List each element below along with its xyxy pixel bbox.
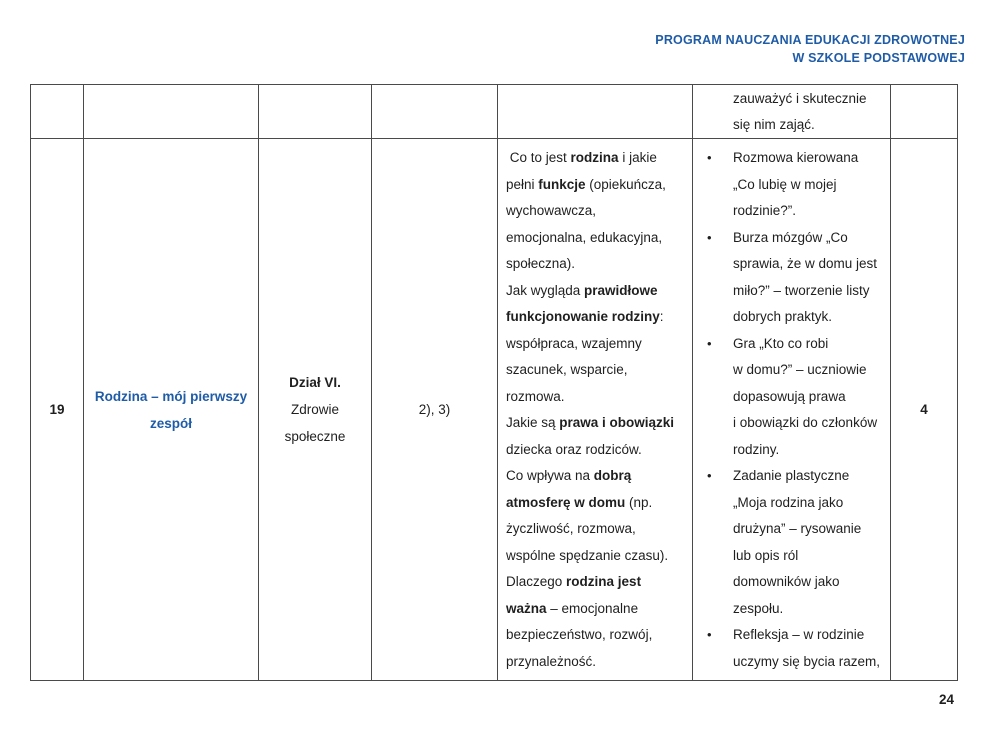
text-line: bezpieczeństwo, rozwój, xyxy=(506,627,653,642)
text-line: Zadanie plastyczne xyxy=(733,468,850,483)
content-cell xyxy=(498,139,693,681)
text-line: społeczna). xyxy=(506,256,576,271)
text-line: atmosferę w domu (np. xyxy=(506,494,653,510)
activities-list xyxy=(693,139,890,675)
text-line: i obowiązki do członków xyxy=(733,415,878,430)
header-line-1: PROGRAM NAUCZANIA EDUKACJI ZDROWOTNEJ xyxy=(655,33,965,47)
text-line: współpraca, wzajemny xyxy=(506,335,642,351)
empty-hours-cell xyxy=(891,85,958,139)
section-title: Dział VI. xyxy=(289,375,341,390)
text-line: w domu?” – uczniowie xyxy=(733,362,867,377)
bullet-text xyxy=(733,225,888,331)
empty-requirements-cell xyxy=(372,85,498,139)
text-line: Refleksja – w rodzinie xyxy=(733,627,865,642)
text-line: Rozmowa kierowana xyxy=(733,150,859,165)
bullet-text xyxy=(733,463,888,622)
text-line: życzliwość, rozmowa, xyxy=(506,521,636,536)
table-row-carryover xyxy=(31,85,958,139)
bullet-text xyxy=(733,622,888,675)
bullet-item xyxy=(693,331,888,464)
text-line: Gra „Kto co robi xyxy=(733,335,829,351)
text-line: Co wpływa na dobrą xyxy=(506,468,632,483)
text-line: się nim zająć. xyxy=(733,117,815,132)
text-line: wspólne spędzanie czasu). xyxy=(506,547,669,563)
requirements-cell: 2), 3) xyxy=(372,139,498,681)
empty-content-cell xyxy=(498,85,693,139)
text-line: przynależność. xyxy=(506,653,597,669)
lesson-number: 19 xyxy=(31,139,84,681)
empty-section-cell xyxy=(259,85,372,139)
text-line: rozmowa. xyxy=(506,388,565,404)
section-cell xyxy=(259,139,372,681)
text-line: pełni funkcje (opiekuńcza, xyxy=(506,176,666,192)
page-number: 24 xyxy=(938,692,954,707)
carryover-activity-cell xyxy=(693,85,891,139)
text-line: rodzinie?”. xyxy=(733,203,797,218)
table-row-lesson-19 xyxy=(31,139,958,681)
bullet-icon: • xyxy=(707,627,712,642)
bullet-item xyxy=(693,622,888,675)
text-line: dziecka oraz rodziców. xyxy=(506,441,642,457)
text-line: Dlaczego rodzina jest xyxy=(506,574,642,589)
lesson-topic: Rodzina – mój pierwszy zespół xyxy=(84,139,259,681)
text-line: uczymy się bycia razem, xyxy=(733,653,881,669)
text-line: „Co lubię w mojej xyxy=(733,176,837,192)
bullet-text xyxy=(733,331,888,464)
activities-cell xyxy=(693,139,891,681)
carryover-activity-text xyxy=(693,85,890,138)
text-line: wychowawcza, xyxy=(506,203,597,218)
header-line-2: W SZKOLE PODSTAWOWEJ xyxy=(792,51,965,65)
bullet-text xyxy=(733,145,888,225)
text-line: Burza mózgów „Co xyxy=(733,229,848,245)
section-subtitle: Zdrowie społeczne xyxy=(284,402,346,444)
text-line: rodziny. xyxy=(733,441,780,457)
bullet-item xyxy=(693,145,888,225)
text-line: drużyna” – rysowanie xyxy=(733,521,862,536)
hours-cell: 4 xyxy=(891,139,958,681)
text-line: sprawia, że w domu jest xyxy=(733,256,878,271)
text-line: szacunek, wsparcie, xyxy=(506,362,628,377)
text-line: dopasowują prawa xyxy=(733,388,846,404)
lesson-plan-table xyxy=(30,84,958,681)
bullet-icon: • xyxy=(707,468,712,483)
text-line: dobrych praktyk. xyxy=(733,309,833,324)
bullet-item xyxy=(693,463,888,622)
text-line: ważna – emocjonalne xyxy=(506,600,639,616)
text-line: „Moja rodzina jako xyxy=(733,494,844,510)
document-header xyxy=(655,31,965,67)
text-line: emocjonalna, edukacyjna, xyxy=(506,229,663,245)
content-text xyxy=(498,139,692,675)
text-line: zespołu. xyxy=(733,600,784,616)
bullet-icon: • xyxy=(707,229,712,245)
text-line: lub opis ról xyxy=(733,547,799,563)
text-line: Jak wygląda prawidłowe xyxy=(506,282,658,298)
text-line: Jakie są prawa i obowiązki xyxy=(506,415,675,430)
text-line: Co to jest rodzina i jakie xyxy=(506,150,657,165)
text-line: domowników jako xyxy=(733,574,840,589)
bullet-item xyxy=(693,225,888,331)
bullet-icon: • xyxy=(707,335,712,351)
empty-topic-cell xyxy=(84,85,259,139)
empty-number-cell xyxy=(31,85,84,139)
bullet-icon: • xyxy=(707,150,712,165)
text-line: zauważyć i skutecznie xyxy=(733,91,867,106)
text-line: miło?” – tworzenie listy xyxy=(733,282,870,298)
text-line: funkcjonowanie rodziny: xyxy=(506,309,664,324)
